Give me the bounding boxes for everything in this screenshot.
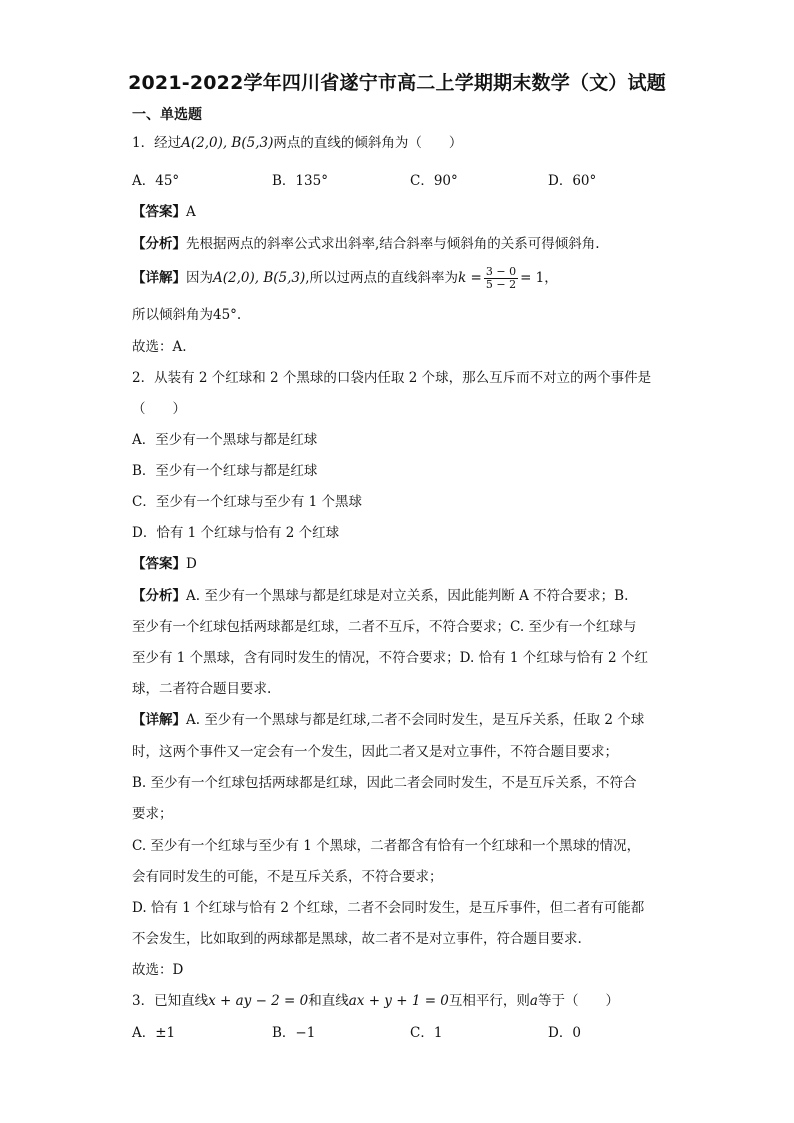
q2-analysis-text: A. 至少有一个黑球与都是红球是对立关系，因此能判断 A 不符合要求；B. <box>186 588 629 604</box>
q1-slope-result: = 1， <box>520 270 558 286</box>
q1-conclusion: 故选：A. <box>132 339 187 355</box>
fraction-denominator: 5 − 2 <box>485 278 517 291</box>
q1-detail <box>132 266 558 291</box>
detail-tag: 【详解】 <box>132 712 186 728</box>
answer-tag: 【答案】 <box>132 204 186 220</box>
q3-option-c: C．1 <box>410 1025 443 1041</box>
q2-detail-line-2: 时，这两个事件又一定会有一个发生，因此二者又是对立事件，不符合题目要求； <box>132 744 618 760</box>
q1-answer-value: A <box>186 204 196 220</box>
fraction-numerator: 3 − 0 <box>485 265 517 278</box>
q1-detail-2: 所以倾斜角为45°. <box>132 307 242 323</box>
q3-line-2: ax + y + 1 = 0 <box>348 993 449 1009</box>
answer-tag: 【答案】 <box>132 556 186 572</box>
q1-detail-mid: ,所以过两点的直线斜率为 <box>305 270 459 286</box>
q2-detail-line-3: B. 至少有一个红球包括两球都是红球，因此二者会同时发生，不是互斥关系，不符合 <box>132 775 637 791</box>
q3-stem-pre: 3．已知直线 <box>132 993 209 1009</box>
q1-points: A(2,0), B(5,3) <box>181 135 274 151</box>
q2-detail-line-5: C. 至少有一个红球与至少有 1 个黑球，二者都含有恰有一个红球和一个黑球的情况， <box>132 838 641 854</box>
q2-stem-bracket: （ ） <box>132 401 186 417</box>
q2-analysis-line-1 <box>132 587 628 605</box>
q3-variable: a <box>529 993 538 1009</box>
q3-option-b: B．−1 <box>272 1025 316 1041</box>
q3-stem-mid: 和直线 <box>308 993 349 1009</box>
q1-analysis-text: 先根据两点的斜率公式求出斜率,结合斜率与倾斜角的关系可得倾斜角. <box>186 236 600 252</box>
q2-option-b: B．至少有一个红球与都是红球 <box>132 463 318 479</box>
q1-option-c: C．90° <box>410 173 458 189</box>
q1-stem-pre: 1．经过 <box>132 135 182 151</box>
q3-option-d: D．0 <box>548 1025 581 1041</box>
q1-detail-pre: 因为 <box>186 270 213 286</box>
q3-stem-mid2: 互相平行，则 <box>448 993 530 1009</box>
q1-analysis <box>132 235 600 253</box>
q2-option-a: A．至少有一个黑球与都是红球 <box>132 432 318 448</box>
q1-answer <box>132 203 196 221</box>
page-title: 2021-2022学年四川省遂宁市高二上学期期末数学（文）试题 <box>128 72 666 94</box>
q2-analysis-line-2: 至少有一个红球包括两球都是红球，二者不互斥，不符合要求；C. 至少有一个红球与 <box>132 619 637 635</box>
q1-detail-points: A(2,0), B(5,3) <box>213 270 306 286</box>
q2-detail-line-4: 要求； <box>132 806 173 822</box>
q1-stem-post: 两点的直线的倾斜角为（ ） <box>273 135 463 151</box>
q2-option-d: D．恰有 1 个红球与恰有 2 个红球 <box>132 525 340 541</box>
q2-answer-value: D <box>186 556 197 572</box>
q2-analysis-line-3: 至少有 1 个黑球，含有同时发生的情况，不符合要求；D. 恰有 1 个红球与恰有 2 个红 <box>132 650 648 666</box>
q2-detail-text: A. 至少有一个黑球与都是红球,二者不会同时发生，是互斥关系，任取 2 个球 <box>186 712 645 728</box>
q2-option-c: C．至少有一个红球与至少有 1 个黑球 <box>132 494 363 510</box>
q2-detail-line-8: 不会发生，比如取到的两球都是黑球，故二者不是对立事件，符合题目要求. <box>132 931 582 947</box>
q3-stem-post: 等于（ ） <box>537 993 619 1009</box>
q1-option-a: A．45° <box>132 173 180 189</box>
q2-answer <box>132 555 197 573</box>
q1-option-b: B．135° <box>272 173 328 189</box>
q1-slope-symbol: k = <box>458 270 482 286</box>
q2-detail-line-7: D. 恰有 1 个红球与恰有 2 个红球，二者不会同时发生，是互斥事件，但二者有可能都 <box>132 900 645 916</box>
q3-option-a: A．±1 <box>132 1025 176 1041</box>
q1-slope-fraction <box>484 266 518 291</box>
analysis-tag: 【分析】 <box>132 236 186 252</box>
q2-detail-line-6: 会有同时发生的可能，不是互斥关系，不符合要求； <box>132 869 443 885</box>
q2-detail-line-1 <box>132 711 644 729</box>
section-heading: 一、单选题 <box>132 107 202 123</box>
q1-stem <box>132 134 462 152</box>
q1-option-d: D．60° <box>548 173 597 189</box>
q2-stem: 2．从装有 2 个红球和 2 个黑球的口袋内任取 2 个球，那么互斥而不对立的两个事件是 <box>132 370 652 386</box>
q3-stem <box>132 992 619 1010</box>
analysis-tag: 【分析】 <box>132 588 186 604</box>
q2-analysis-line-4: 球，二者符合题目要求. <box>132 681 272 697</box>
detail-tag: 【详解】 <box>132 270 186 286</box>
q2-conclusion: 故选：D <box>132 962 184 978</box>
q3-line-1: x + ay − 2 = 0 <box>208 993 309 1009</box>
